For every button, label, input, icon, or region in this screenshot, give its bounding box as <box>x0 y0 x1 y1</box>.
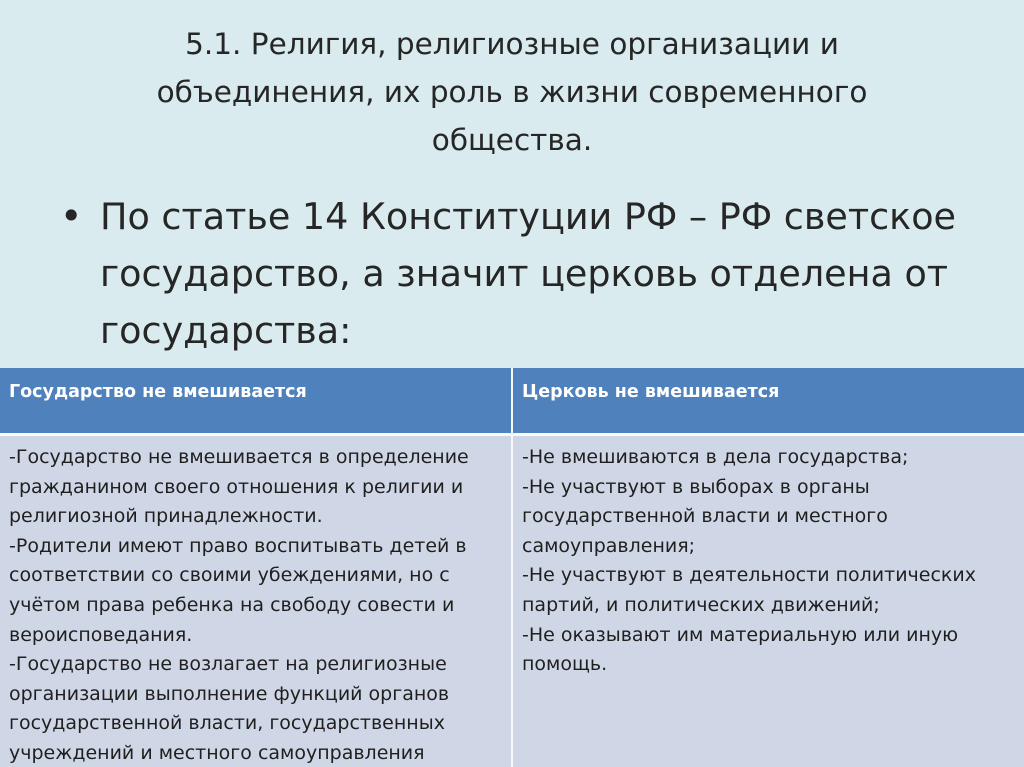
cell-line: организации выполнение функций органов <box>9 682 450 705</box>
title-line: 5.1. Религия, религиозные организации и <box>185 27 839 61</box>
bullet-text <box>100 188 995 359</box>
cell-line: вероисповедания. <box>9 623 193 646</box>
title-line: общества. <box>431 123 593 157</box>
slide-title <box>80 20 944 164</box>
cell-line: -Не оказывают им материальную или иную <box>522 623 959 646</box>
title-line: объединения, их роль в жизни современного <box>156 75 868 109</box>
cell-line: -Не участвуют в деятельности политических <box>522 564 976 587</box>
column-divider <box>511 368 513 767</box>
cell-line: -Государство не возлагает на религиозные <box>9 653 447 676</box>
bullet-line: государства: <box>100 309 352 352</box>
bullet-line: По статье 14 Конституции РФ – РФ светское <box>100 195 956 238</box>
cell-line: государственной власти и местного <box>522 505 888 528</box>
table-header-state: Государство не вмешивается <box>0 368 511 433</box>
cell-line: -Родители имеют право воспитывать детей в <box>9 534 467 557</box>
bullet-line: государство, а значит церковь отделена от <box>100 252 949 295</box>
cell-line: государственной власти, государственных <box>9 712 445 735</box>
cell-line: учётом права ребенка на свободу совести и <box>9 593 455 616</box>
cell-line: -Не участвуют в выборах в органы <box>522 475 870 498</box>
bullet-icon: • <box>60 194 83 238</box>
cell-line: самоуправления; <box>522 534 696 557</box>
cell-line: -Не вмешиваются в дела государства; <box>522 446 909 468</box>
cell-line: учреждений и местного самоуправления <box>9 741 425 764</box>
cell-line: соответствии со своими убеждениями, но с <box>9 564 450 587</box>
cell-line: гражданином своего отношения к религии и <box>9 475 464 498</box>
comparison-table <box>0 365 1024 767</box>
cell-line: партий, и политических движений; <box>522 593 880 616</box>
table-cell-church <box>513 436 1024 767</box>
cell-line: помощь. <box>522 653 608 676</box>
table-header-church: Церковь не вмешивается <box>513 368 1024 433</box>
cell-line: -Государство не вмешивается в определение <box>9 446 469 468</box>
table-cell-state <box>0 436 511 767</box>
cell-line: религиозной принадлежности. <box>9 505 323 528</box>
